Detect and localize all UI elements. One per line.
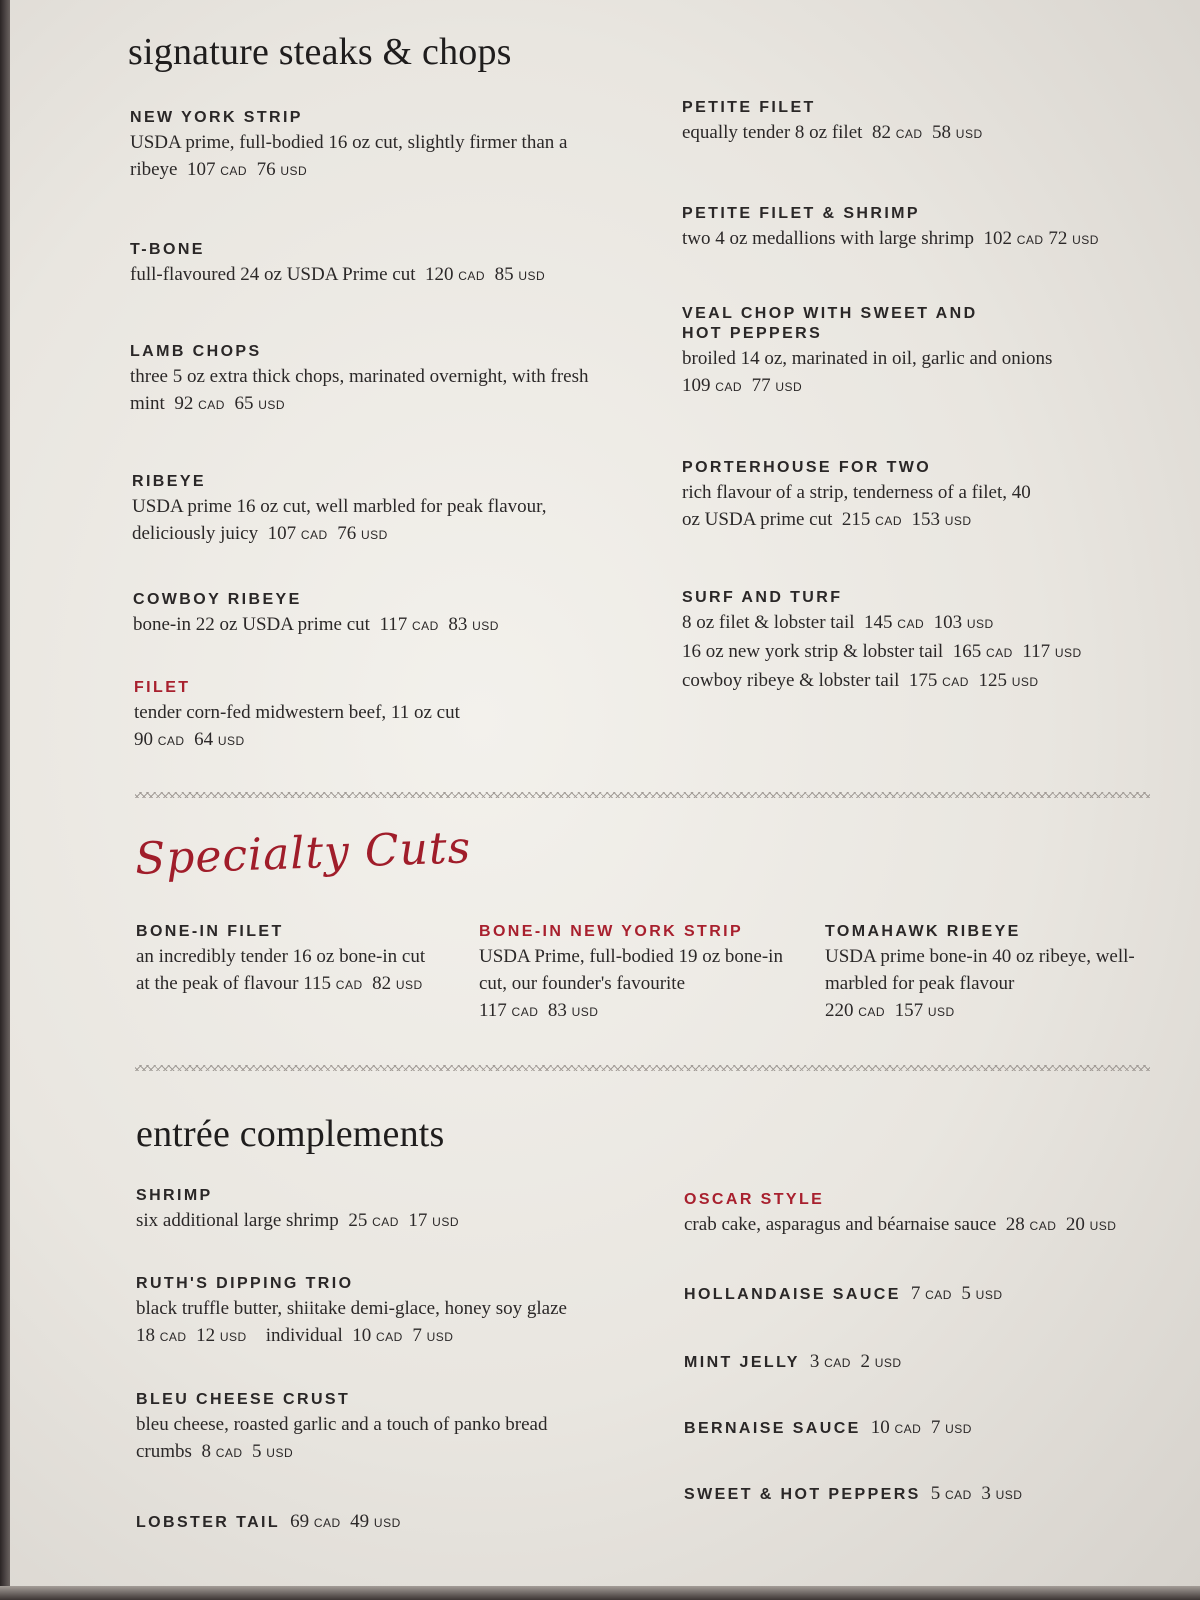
menu-item-cowboy-ribeye xyxy=(133,590,623,640)
item-price: 220 CAD 157 USD xyxy=(825,1000,955,1021)
item-name: PETITE FILET xyxy=(682,99,816,116)
menu-item-mint-jelly xyxy=(684,1348,902,1377)
page-bottom-edge xyxy=(0,1586,1200,1600)
menu-item-tomahawk-ribeye xyxy=(825,922,1160,1026)
item-name: NEW YORK STRIP xyxy=(130,109,303,126)
menu-item-bernaise xyxy=(684,1414,972,1443)
item-name: PETITE FILET & SHRIMP xyxy=(682,205,920,222)
surf-line: 16 oz new york strip & lobster tail 165 CAD 117 USD xyxy=(682,641,1082,662)
menu-item-ribeye xyxy=(132,472,622,549)
item-price: 120 CAD 85 USD xyxy=(424,264,546,285)
menu-item-porterhouse xyxy=(682,458,1052,535)
item-name: PORTERHOUSE FOR TWO xyxy=(682,459,932,476)
item-price: 117 CAD 83 USD xyxy=(379,614,499,635)
menu-item-lobster-tail xyxy=(136,1508,401,1537)
item-description: three 5 oz extra thick chops, marinated overnight, with fresh mint 92 CAD 65 USD xyxy=(130,366,589,414)
item-name: LOBSTER TAIL xyxy=(136,1514,281,1531)
menu-item-oscar-style xyxy=(684,1190,1164,1240)
item-name: HOLLANDAISE SAUCE xyxy=(684,1286,901,1303)
menu-item-lamb-chops xyxy=(130,342,620,419)
item-price: 109 CAD 77 USD xyxy=(682,375,803,396)
item-price: 107 CAD 76 USD xyxy=(186,159,308,180)
item-price: 92 CAD 65 USD xyxy=(174,393,286,414)
item-name: BONE-IN NEW YORK STRIP xyxy=(479,923,744,940)
item-name: VEAL CHOP WITH SWEET AND HOT PEPPERS xyxy=(682,305,978,342)
item-name: LAMB CHOPS xyxy=(130,343,262,360)
menu-item-filet xyxy=(134,678,554,755)
item-name: RIBEYE xyxy=(132,473,206,490)
surf-line: 8 oz filet & lobster tail 145 CAD 103 USD xyxy=(682,612,994,633)
section-divider xyxy=(135,1065,1150,1071)
item-name: SHRIMP xyxy=(136,1187,213,1204)
item-description: six additional large shrimp 25 CAD 17 USD xyxy=(136,1210,459,1231)
item-name: FILET xyxy=(134,679,191,696)
item-description: broiled 14 oz, marinated in oil, garlic and onions 109 CAD 77 USD xyxy=(682,348,1053,396)
surf-line: cowboy ribeye & lobster tail 175 CAD 125 USD xyxy=(682,670,1039,691)
page-left-edge xyxy=(0,0,10,1600)
item-price: 102 CAD 72 USD xyxy=(983,228,1099,249)
menu-item-t-bone xyxy=(130,240,620,290)
item-name: SURF AND TURF xyxy=(682,589,843,606)
item-price: 82 CAD 58 USD xyxy=(871,122,983,143)
item-description: crab cake, asparagus and béarnaise sauce 28 CAD 20 USD xyxy=(684,1214,1117,1235)
item-description: USDA prime, full-bodied 16 oz cut, slightly firmer than a ribeye 107 CAD 76 USD xyxy=(130,132,568,180)
item-price: 5 CAD 3 USD xyxy=(930,1483,1023,1504)
menu-item-bleu-cheese-crust xyxy=(136,1390,606,1467)
item-description: full-flavoured 24 oz USDA Prime cut 120 CAD 85 USD xyxy=(130,264,546,285)
item-name: BERNAISE SAUCE xyxy=(684,1420,861,1437)
item-name: COWBOY RIBEYE xyxy=(133,591,302,608)
section-title-specialty: Specialty Cuts xyxy=(134,822,472,885)
item-description: USDA prime bone-in 40 oz ribeye, well-marbled for peak flavour 220 CAD 157 USD xyxy=(825,946,1135,1021)
menu-item-surf-and-turf xyxy=(682,588,1162,696)
item-price: 90 CAD 64 USD xyxy=(134,729,245,750)
menu-item-bone-in-filet xyxy=(136,922,471,999)
item-description: bleu cheese, roasted garlic and a touch of panko bread crumbs 8 CAD 5 USD xyxy=(136,1414,548,1462)
item-description: black truffle butter, shiitake demi-glace, honey soy glaze 18 CAD 12 USD individual 10 CAD 7 USD xyxy=(136,1298,567,1346)
section-title-complements: entrée complements xyxy=(136,1113,445,1155)
item-price: 215 CAD 153 USD xyxy=(841,509,972,530)
menu-item-shrimp xyxy=(136,1186,626,1236)
item-price: 117 CAD 83 USD xyxy=(479,1000,599,1021)
item-name: T-BONE xyxy=(130,241,205,258)
item-price: 69 CAD 49 USD xyxy=(290,1511,401,1532)
menu-item-hollandaise xyxy=(684,1280,1003,1309)
item-description: USDA prime 16 oz cut, well marbled for peak flavour, deliciously juicy 107 CAD 76 USD xyxy=(132,496,547,544)
menu-item-new-york-strip xyxy=(130,108,620,185)
item-name: SWEET & HOT PEPPERS xyxy=(684,1486,921,1503)
menu-item-bone-in-new-york-strip xyxy=(479,922,814,1026)
menu-item-veal-chop xyxy=(682,304,1122,401)
item-price: 107 CAD 76 USD xyxy=(267,523,388,544)
menu-item-petite-filet xyxy=(682,98,1172,148)
item-description: USDA Prime, full-bodied 19 oz bone-in cut, our founder's favourite 117 CAD 83 USD xyxy=(479,946,783,1021)
item-price: 7 CAD 5 USD xyxy=(910,1283,1003,1304)
item-description: rich flavour of a strip, tenderness of a filet, 40 oz USDA prime cut 215 CAD 153 USD xyxy=(682,482,1031,530)
item-description: bone-in 22 oz USDA prime cut 117 CAD 83 USD xyxy=(133,614,499,635)
item-name: OSCAR STYLE xyxy=(684,1191,825,1208)
menu-item-petite-filet-shrimp xyxy=(682,204,1182,254)
item-price: 3 CAD 2 USD xyxy=(809,1351,902,1372)
item-description: two 4 oz medallions with large shrimp 102 CAD 72 USD xyxy=(682,228,1099,249)
item-name: BLEU CHEESE CRUST xyxy=(136,1391,351,1408)
item-name: TOMAHAWK RIBEYE xyxy=(825,923,1021,940)
item-price: 115 CAD 82 USD xyxy=(303,973,423,994)
menu-item-dipping-trio xyxy=(136,1274,586,1351)
item-name: BONE-IN FILET xyxy=(136,923,284,940)
item-description: an incredibly tender 16 oz bone-in cut at the peak of flavour 115 CAD 82 USD xyxy=(136,946,426,994)
item-name: RUTH'S DIPPING TRIO xyxy=(136,1275,354,1292)
item-description: equally tender 8 oz filet 82 CAD 58 USD xyxy=(682,122,983,143)
item-price: 10 CAD 7 USD xyxy=(870,1417,972,1438)
menu-item-sweet-hot-peppers xyxy=(684,1480,1022,1509)
item-name: MINT JELLY xyxy=(684,1354,800,1371)
section-divider xyxy=(135,792,1150,798)
item-description: tender corn-fed midwestern beef, 11 oz cut 90 CAD 64 USD xyxy=(134,702,460,750)
section-title-steaks: signature steaks & chops xyxy=(128,31,512,73)
